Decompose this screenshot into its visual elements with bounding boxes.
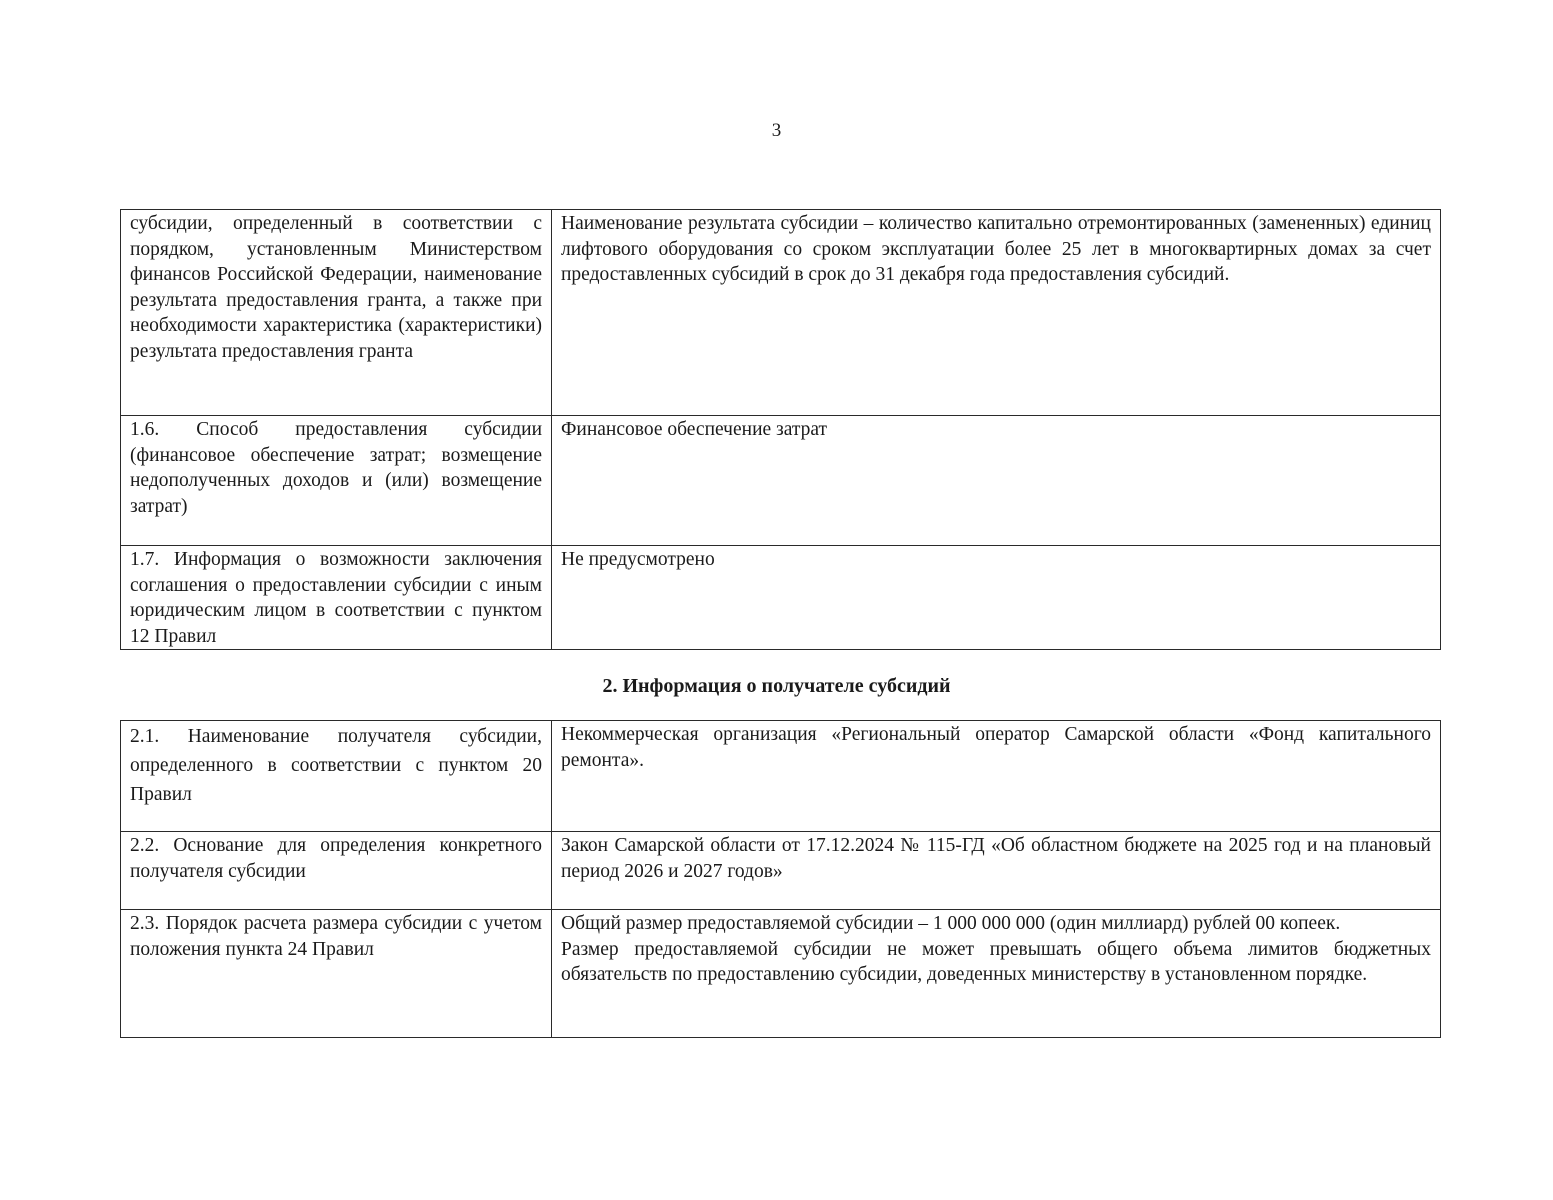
section-heading: 2. Информация о получателе субсидий (602, 675, 951, 697)
row-2-3-label: 2.3. Порядок расчета размера субсидии с учетом положения пункта 24 Правил (121, 910, 552, 1038)
table-row (121, 210, 1441, 416)
subsidy-info-table-continued (120, 209, 1441, 650)
row-2-2-label: 2.2. Основание для определения конкретного получателя субсидии (121, 832, 552, 910)
recipient-info-table (120, 720, 1441, 1038)
row-2-1-value: Некоммерческая организация «Региональный оператор Самарской области «Фонд капитального ремонта». (552, 721, 1441, 832)
row-1-5-value: Наименование результата субсидии – количество капитально отремонтированных (замененных) единиц лифтового оборудования со сроком эксплуатации более 25 лет в многоквартирных домах за счет предоставленных субсидий в срок до 31 декабря года предоставления субсидий. (552, 210, 1441, 416)
table-row (121, 910, 1441, 1038)
row-2-1-label: 2.1. Наименование получателя субсидии, определенного в соответствии с пунктом 20 Правил (121, 721, 552, 832)
table-row (121, 721, 1441, 832)
row-1-5-label: субсидии, определенный в соответствии с порядком, установленным Министерством финансов Российской Федерации, наименование результата предоставления гранта, а также при необходимости характеристика (характеристики) результата предоставления гранта (121, 210, 552, 416)
row-1-7-value: Не предусмотрено (552, 546, 1441, 650)
table-row (121, 832, 1441, 910)
row-2-3-value (552, 910, 1441, 1038)
subsidy-limit-paragraph: Размер предоставляемой субсидии не может превышать общего объема лимитов бюджетных обязательств по предоставлению субсидии, доведенных министерству в установленном порядке. (561, 938, 1431, 985)
subsidy-amount-paragraph: Общий размер предоставляемой субсидии – 1 000 000 000 (один миллиард) рублей 00 копеек. (561, 913, 1341, 934)
table-row (121, 416, 1441, 546)
row-1-6-value: Финансовое обеспечение затрат (552, 416, 1441, 546)
row-2-2-value: Закон Самарской области от 17.12.2024 № 115-ГД «Об областном бюджете на 2025 год и на плановый период 2026 и 2027 годов» (552, 832, 1441, 910)
table-row (121, 546, 1441, 650)
row-1-6-label: 1.6. Способ предоставления субсидии (финансовое обеспечение затрат; возмещение недополученных доходов и (или) возмещение затрат) (121, 416, 552, 546)
row-1-7-label: 1.7. Информация о возможности заключения соглашения о предоставлении субсидии с иным юридическим лицом в соответствии с пунктом 12 Правил (121, 546, 552, 650)
page-number: 3 (771, 120, 782, 141)
